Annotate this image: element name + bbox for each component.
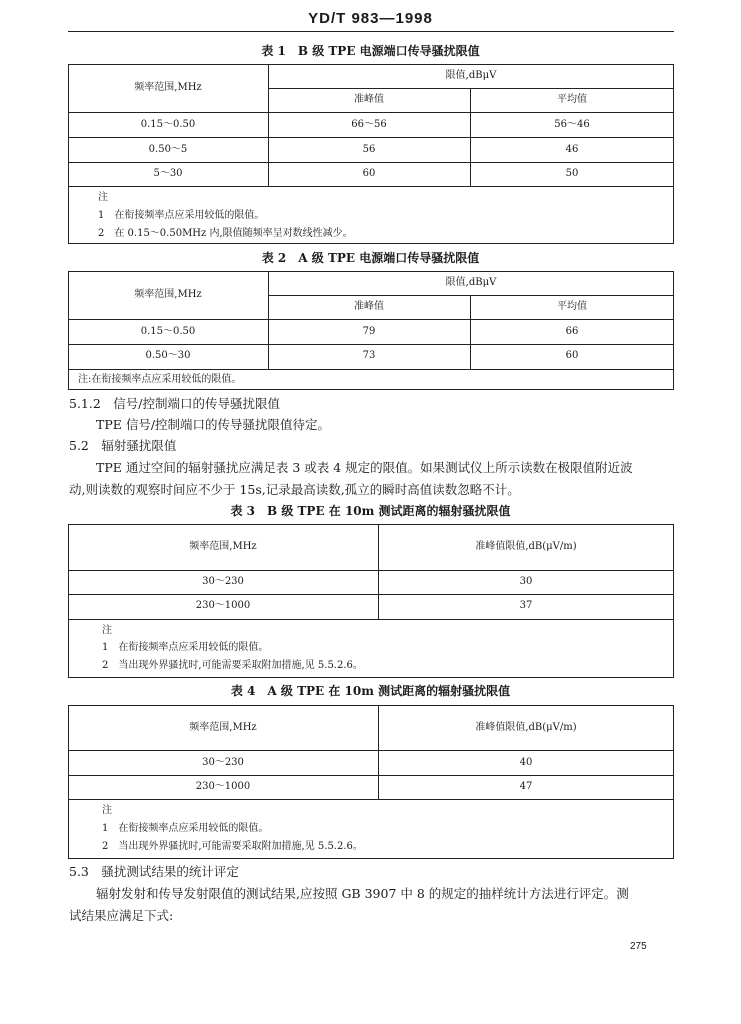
table1-row2-qp: 56 [362,144,376,155]
table2-row2-qp: 73 [362,350,376,361]
table1-row1-qp: 66～56 [351,119,387,130]
table4-row1-qp: 40 [519,757,533,768]
table3-note-2: 2 当出现外界骚扰时,可能需要采取附加措施,见 5.5.2.6。 [102,660,363,671]
section-5-3-heading: 5.3 骚扰测试结果的统计评定 [69,864,239,879]
table4-hline-row1 [68,775,674,776]
section-5-1-2-text: TPE 信号/控制端口的传导骚扰限值待定。 [96,417,331,432]
table2-hline-row1 [68,344,674,345]
table2-col-avg: 平均值 [557,301,587,312]
table1-hline-row1 [68,137,674,138]
section-5-3-para-line1: 辐射发射和传导发射限值的测试结果,应按照 GB 3907 中 8 的规定的抽样统计方法进行评定。测 [96,886,629,901]
table4-note-1: 1 在衔接频率点应采用较低的限值。 [102,823,269,834]
table1-row2-avg: 46 [565,144,579,155]
table2-col-freq: 频率范围,MHz [134,289,202,300]
table1-caption: 表 1 B 级 TPE 电源端口传导骚扰限值 [261,44,480,58]
table2-row1-freq: 0.15～0.50 [140,326,196,337]
table2-note: 注:在衔接频率点应采用较低的限值。 [78,374,242,385]
header-rule [68,31,674,32]
table3-row1-freq: 30～230 [202,576,244,587]
table1-row1-avg: 56～46 [554,119,590,130]
table1-note-1: 1 在衔接频率点应采用较低的限值。 [98,210,265,221]
table4-col-qp: 准峰值限值,dB(μV/m) [475,722,577,733]
table3-col-qp: 准峰值限值,dB(μV/m) [475,541,577,552]
table1-hline-row3 [68,186,674,187]
table4-hline-header [68,750,674,751]
page-number: 275 [630,941,647,952]
table4-note-2: 2 当出现外界骚扰时,可能需要采取附加措施,见 5.5.2.6。 [102,841,363,852]
page-header: YD/T 983—1998 [308,10,433,27]
table4-row2-freq: 230～1000 [195,781,251,792]
table2-hline-limit [268,295,674,296]
table1-col-limit: 限值,dBμV [445,70,497,81]
table1-col-avg: 平均值 [557,94,587,105]
table2-hline-header [68,319,674,320]
table3-row2-qp: 37 [519,600,533,611]
table3-hline-row2 [68,619,674,620]
table2-row1-qp: 79 [362,326,376,337]
table1-row2-freq: 0.50～5 [148,144,188,155]
table1-col-qp: 准峰值 [354,94,384,105]
table3-note-1: 1 在衔接频率点应采用较低的限值。 [102,642,269,653]
section-5-3-para-line2: 试结果应满足下式: [69,908,174,923]
table2-col-limit: 限值,dBμV [445,277,497,288]
table3-row2-freq: 230～1000 [195,600,251,611]
table1-row3-avg: 50 [565,168,579,179]
table1-row1-freq: 0.15～0.50 [140,119,196,130]
table2-row2-avg: 60 [565,350,579,361]
table3-col-freq: 频率范围,MHz [189,541,257,552]
table3-row1-qp: 30 [519,576,533,587]
table4-col-freq: 频率范围,MHz [189,722,257,733]
table1-note-head: 注 [98,192,108,203]
table1-row3-qp: 60 [362,168,376,179]
table1-row3-freq: 5～30 [153,168,183,179]
section-5-2-para-line1: TPE 通过空间的辐射骚扰应满足表 3 或表 4 规定的限值。如果测试仪上所示读数在极限值附近波 [96,460,633,475]
table2-hline-row2 [68,369,674,370]
table4-hline-row2 [68,799,674,800]
table1-col-freq: 频率范围,MHz [134,82,202,93]
table3-caption: 表 3 B 级 TPE 在 10m 测试距离的辐射骚扰限值 [230,504,511,518]
table4-row1-freq: 30～230 [202,757,244,768]
table2-row1-avg: 66 [565,326,579,337]
table4-note-head: 注 [102,805,112,816]
section-5-2-heading: 5.2 辐射骚扰限值 [69,438,177,453]
section-5-2-para-line2: 动,则读数的观察时间应不少于 15s,记录最高读数,孤立的瞬时高值读数忽略不计。 [69,482,520,497]
table2-col-qp: 准峰值 [354,301,384,312]
table2-row2-freq: 0.50～30 [145,350,191,361]
table4-row2-qp: 47 [519,781,533,792]
section-5-1-2-heading: 5.1.2 信号/控制端口的传导骚扰限值 [69,396,281,411]
table2-caption: 表 2 A 级 TPE 电源端口传导骚扰限值 [261,251,480,265]
table3-hline-header [68,570,674,571]
table3-note-head: 注 [102,625,112,636]
table4-caption: 表 4 A 级 TPE 在 10m 测试距离的辐射骚扰限值 [230,684,511,698]
table1-hline-limit [268,88,674,89]
table1-hline-header [68,112,674,113]
table1-hline-row2 [68,162,674,163]
table1-note-2: 2 在 0.15～0.50MHz 内,限值随频率呈对数线性减少。 [98,228,353,239]
table3-hline-row1 [68,594,674,595]
